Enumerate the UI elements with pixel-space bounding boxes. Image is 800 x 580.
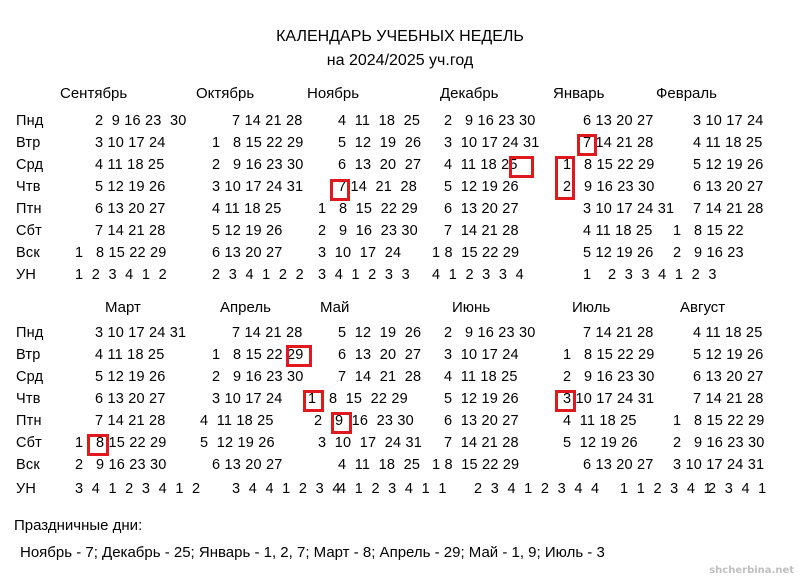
holidays-list: Ноябрь - 7; Декабрь - 25; Январь - 1, 2, 7; Март - 8; Апрель - 29; Май - 1, 9; Июль - 3	[20, 544, 605, 561]
watermark: shcherbina.net	[709, 565, 794, 576]
cell-june: 5 12 19 26	[444, 391, 519, 407]
cell-august: 3 10 17 24 31	[673, 457, 765, 473]
weeks-november: 3 4 1 2 3 3	[318, 267, 410, 283]
cell-may: 4 11 18 25	[338, 457, 421, 473]
table-row	[0, 242, 800, 264]
cell-june: 3 10 17 24	[444, 347, 519, 363]
cell-july: 7 14 21 28	[583, 325, 654, 341]
month-march: Март	[105, 299, 141, 316]
cell-october: 7 14 21 28	[232, 113, 303, 129]
cell-september: 1 8 15 22 29	[75, 245, 167, 261]
weeks-july: 1 1 2 3 4 1	[620, 481, 712, 497]
weeks-september: 1 2 3 4 1 2	[75, 267, 167, 283]
cell-march: 4 11 18 25	[95, 347, 165, 363]
cell-april: 2 9 16 23 30	[212, 369, 304, 385]
table-row	[0, 454, 800, 476]
cell-january: 6 13 20 27	[583, 113, 654, 129]
cell-march: 3 10 17 24 31	[95, 325, 187, 341]
weeks-october: 2 3 4 1 2 2	[212, 267, 304, 283]
month-july: Июль	[572, 299, 611, 316]
cell-december: 4 11 18 25	[444, 157, 518, 173]
row-label: Чтв	[16, 391, 41, 407]
month-december: Декабрь	[440, 85, 499, 102]
cell-september: 2 9 16 23 30	[95, 113, 187, 129]
cell-august: 1 8 15 22 29	[673, 413, 765, 429]
cell-september: 6 13 20 27	[95, 201, 166, 217]
cell-november: 5 12 19 26	[338, 135, 422, 151]
cell-april: 5 12 19 26	[200, 435, 275, 451]
month-april: Апрель	[220, 299, 271, 316]
weeks-may: 4 1 2 3 4 1 1	[338, 481, 447, 497]
page-title: КАЛЕНДАРЬ УЧЕБНЫХ НЕДЕЛЬ	[276, 28, 524, 45]
cell-march: 7 14 21 28	[95, 413, 166, 429]
cell-may: 5 12 19 26	[338, 325, 422, 341]
cell-november: 2 9 16 23 30	[318, 223, 418, 239]
table-row-week-numbers	[0, 478, 800, 500]
month-june: Июнь	[452, 299, 491, 316]
table-row-week-numbers	[0, 264, 800, 286]
row-label: Птн	[16, 413, 42, 429]
holiday-highlight-apr-29	[286, 345, 312, 367]
weeks-april: 3 4 4 1 2 3 4	[232, 481, 341, 497]
cell-february: 4 11 18 25	[693, 135, 763, 151]
cell-june: 6 13 20 27	[444, 413, 519, 429]
table-row	[0, 322, 800, 344]
month-october: Октябрь	[196, 85, 255, 102]
table-row	[0, 176, 800, 198]
holiday-highlight-jul-3	[555, 390, 576, 412]
cell-june: 4 11 18 25	[444, 369, 518, 385]
row-label: Чтв	[16, 179, 41, 195]
row-label: Вск	[16, 457, 40, 473]
cell-october: 4 11 18 25	[212, 201, 282, 217]
cell-september: 3 10 17 24	[95, 135, 166, 151]
cell-december: 1 8 15 22 29	[432, 245, 520, 261]
cell-may: 2 9 16 23 30	[314, 413, 414, 429]
cell-january: 2 9 16 23 30	[563, 179, 655, 195]
row-label: УН	[16, 267, 37, 283]
holidays-heading: Праздничные дни:	[14, 517, 143, 534]
cell-december: 7 14 21 28	[444, 223, 519, 239]
cell-january: 5 12 19 26	[583, 245, 654, 261]
cell-july: 6 13 20 27	[583, 457, 654, 473]
table-row	[0, 410, 800, 432]
row-label: Вск	[16, 245, 40, 261]
table-row	[0, 344, 800, 366]
cell-may: 3 10 17 24 31	[318, 435, 422, 451]
cell-august: 7 14 21 28	[693, 391, 764, 407]
cell-october: 3 10 17 24 31	[212, 179, 304, 195]
cell-november: 6 13 20 27	[338, 157, 422, 173]
cell-august: 5 12 19 26	[693, 347, 764, 363]
page-subtitle: на 2024/2025 уч.год	[326, 52, 474, 69]
row-label: УН	[16, 481, 37, 497]
cell-june: 7 14 21 28	[444, 435, 519, 451]
row-label: Срд	[16, 369, 44, 385]
table-row	[0, 220, 800, 242]
row-label: Сбт	[16, 223, 43, 239]
cell-august: 4 11 18 25	[693, 325, 763, 341]
row-label: Сбт	[16, 435, 43, 451]
table-row	[0, 198, 800, 220]
cell-august: 2 9 16 23 30	[673, 435, 765, 451]
cell-september: 5 12 19 26	[95, 179, 166, 195]
cell-november: 1 8 15 22 29	[318, 201, 418, 217]
cell-february: 5 12 19 26	[693, 157, 764, 173]
cell-october: 2 9 16 23 30	[212, 157, 304, 173]
cell-may: 1 8 15 22 29	[308, 391, 408, 407]
weeks-june: 2 3 4 1 2 3 4 4	[474, 481, 600, 497]
weeks-december: 4 1 2 3 3 4	[432, 267, 524, 283]
cell-july: 3 10 17 24 31	[563, 391, 655, 407]
row-label: Птн	[16, 201, 42, 217]
month-may: Май	[320, 299, 350, 316]
weeks-january: 1	[583, 267, 592, 283]
month-august: Август	[680, 299, 726, 316]
cell-july: 2 9 16 23 30	[563, 369, 655, 385]
cell-december: 3 10 17 24 31	[444, 135, 540, 151]
weeks-august: 2 3 4 1	[708, 481, 767, 497]
row-label: Втр	[16, 347, 41, 363]
month-september: Сентябрь	[60, 85, 128, 102]
cell-september: 4 11 18 25	[95, 157, 165, 173]
table-row	[0, 388, 800, 410]
holiday-highlight-jan-7	[577, 134, 597, 156]
table-row	[0, 110, 800, 132]
weeks-march: 3 4 1 2 3 4 1 2	[75, 481, 201, 497]
holiday-highlight-may-1	[303, 390, 324, 412]
holiday-highlight-nov-7	[330, 179, 350, 201]
month-november: Ноябрь	[307, 85, 360, 102]
cell-november: 3 10 17 24	[318, 245, 402, 261]
month-january: Январь	[553, 85, 605, 102]
holiday-highlight-mar-8	[87, 434, 109, 456]
cell-march: 2 9 16 23 30	[75, 457, 167, 473]
table-row	[0, 366, 800, 388]
cell-january: 4 11 18 25	[583, 223, 653, 239]
cell-march: 6 13 20 27	[95, 391, 166, 407]
row-label: Пнд	[16, 113, 44, 129]
cell-october: 5 12 19 26	[212, 223, 283, 239]
holiday-highlight-dec-25	[509, 156, 534, 178]
cell-august: 6 13 20 27	[693, 369, 764, 385]
table-row	[0, 154, 800, 176]
cell-april: 1 8 15 22 29	[212, 347, 304, 363]
cell-may: 7 14 21 28	[338, 369, 422, 385]
month-february: Февраль	[656, 85, 717, 102]
cell-february: 3 10 17 24	[693, 113, 764, 129]
cell-april: 6 13 20 27	[212, 457, 283, 473]
cell-july: 1 8 15 22 29	[563, 347, 655, 363]
cell-april: 3 10 17 24	[212, 391, 283, 407]
weeks-february: 2 3 3 4 1 2 3	[608, 267, 717, 283]
cell-january: 1 8 15 22 29	[563, 157, 655, 173]
cell-july: 5 12 19 26	[563, 435, 638, 451]
cell-november: 4 11 18 25	[338, 113, 421, 129]
cell-december: 6 13 20 27	[444, 201, 519, 217]
cell-april: 7 14 21 28	[232, 325, 303, 341]
cell-december: 5 12 19 26	[444, 179, 519, 195]
cell-march: 1 8 15 22 29	[75, 435, 167, 451]
cell-march: 5 12 19 26	[95, 369, 166, 385]
cell-june: 2 9 16 23 30	[444, 325, 536, 341]
cell-november: 7 14 21 28	[338, 179, 417, 195]
cell-february: 6 13 20 27	[693, 179, 764, 195]
cell-october: 6 13 20 27	[212, 245, 283, 261]
cell-may: 6 13 20 27	[338, 347, 422, 363]
cell-april: 4 11 18 25	[200, 413, 274, 429]
row-label: Срд	[16, 157, 44, 173]
cell-july: 4 11 18 25	[563, 413, 637, 429]
cell-february: 1 8 15 22	[673, 223, 744, 239]
cell-september: 7 14 21 28	[95, 223, 166, 239]
cell-february: 2 9 16 23	[673, 245, 744, 261]
cell-october: 1 8 15 22 29	[212, 135, 304, 151]
row-label: Пнд	[16, 325, 44, 341]
cell-january: 7 14 21 28	[583, 135, 654, 151]
cell-january: 3 10 17 24 31	[583, 201, 675, 217]
cell-december: 2 9 16 23 30	[444, 113, 536, 129]
cell-june: 1 8 15 22 29	[432, 457, 520, 473]
table-row	[0, 432, 800, 454]
table-row	[0, 132, 800, 154]
holiday-highlight-may-9	[331, 412, 352, 434]
holiday-highlight-jan-1-2	[555, 156, 575, 200]
cell-february: 7 14 21 28	[693, 201, 764, 217]
row-label: Втр	[16, 135, 41, 151]
